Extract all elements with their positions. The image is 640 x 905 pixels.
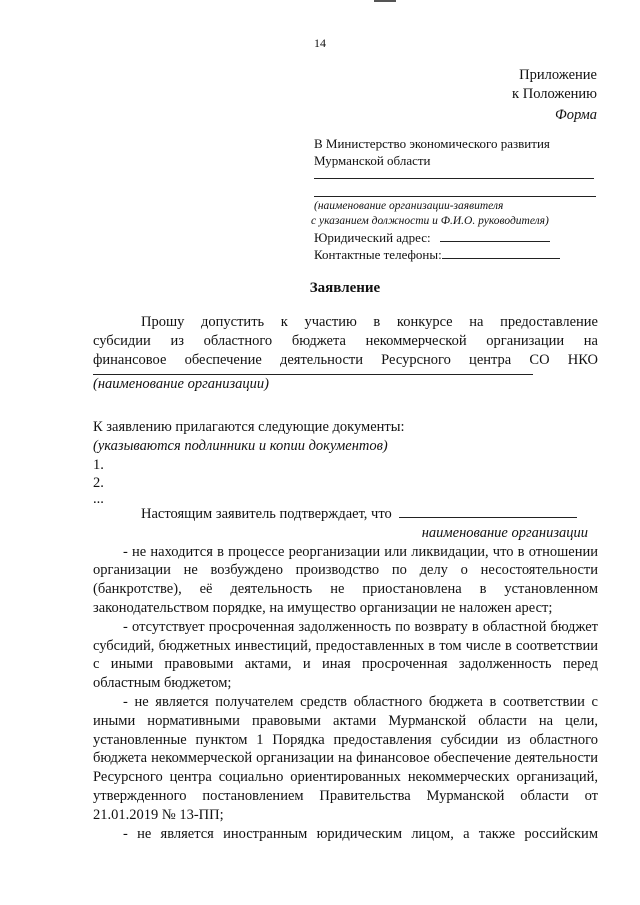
request-line3: финансовое обеспечение деятельности Ресурсного центра СО НКО [93,351,598,368]
phones-line [442,246,560,259]
confirmation-org-line [399,505,577,518]
applicant-caption-1: (наименование организации-заявителя [314,200,504,212]
appendix-header [512,66,597,125]
recipient-block [311,135,596,263]
recipient-line2: Мурманской области [314,153,431,168]
attachments-note: (указываются подлинники и копии документов) [93,437,388,454]
confirmation-org-caption: наименование организации [421,524,588,541]
recipient-line1: В Министерство экономического развития [314,136,550,151]
form-label: Форма [555,107,597,123]
request-line2: субсидии из областного бюджета некоммерческой организации на [93,332,598,349]
applicant-name-line-2 [314,196,596,197]
attachments-heading: К заявлению прилагаются следующие документы: [93,419,405,435]
condition-paragraph-2: - отсутствует просроченная задолженность по возврату в областной бюджет субсидий, бюджетных инвестиций, предоставленных в том числе в соответствии с иными правовыми актами, и иная просроченная задолженность перед областным бюджетом; [93,618,598,692]
document-title: Заявление [309,280,381,296]
scan-mark [374,0,396,2]
request-paragraph [93,313,598,394]
applicant-caption-2: с указанием должности и Ф.И.О. руководителя) [311,215,549,227]
attachments-block [93,418,598,508]
condition-paragraph-4: - не является иностранным юридическим лицом, а также российским [123,825,598,842]
condition-paragraph-3: - не является получателем средств областного бюджета в соответствии с иными нормативными правовыми актами Мурманской области на цели, установленные пунктом 1 Порядка предоставления субсидии из областного бюджета некоммерческой организации на финансовое обеспечение деятельности Ресурсного центра социально ориентированных некоммерческих организаций, утвержденного постановлением Правительства Мурманской области от 21.01.2019 № 13-ПП; [93,693,598,823]
legal-address-row [314,229,596,246]
condition-paragraph-1: - не находится в процессе реорганизации или ликвидации, что в отношении организации не возбуждено производство по делу о несостоятельности (банкротстве), её деятельность не приостановлена в установленном законодательством порядке, на имущество организации не наложен арест; [93,543,598,616]
organization-caption: (наименование организации) [93,376,269,393]
phones-label: Контактные телефоны: [314,247,442,262]
confirmation-lead: Настоящим заявитель подтверждает, что [141,506,392,522]
appendix-line1: Приложение [519,67,597,83]
legal-address-label: Юридический адрес: [314,230,431,245]
request-line1: Прошу допустить к участию в конкурсе на предоставление [141,314,598,330]
appendix-line2: к Положению [512,86,597,102]
phones-row [314,246,596,263]
attachment-item-1: 1. [93,456,104,473]
legal-address-line [440,229,550,242]
confirmation-lead-row [93,505,598,524]
attachment-item-2: 2. [93,475,104,492]
attachment-item-more: ... [93,491,104,508]
page-number: 14 [314,36,326,50]
applicant-name-line-1 [314,178,594,179]
confirmation-block [93,505,598,843]
